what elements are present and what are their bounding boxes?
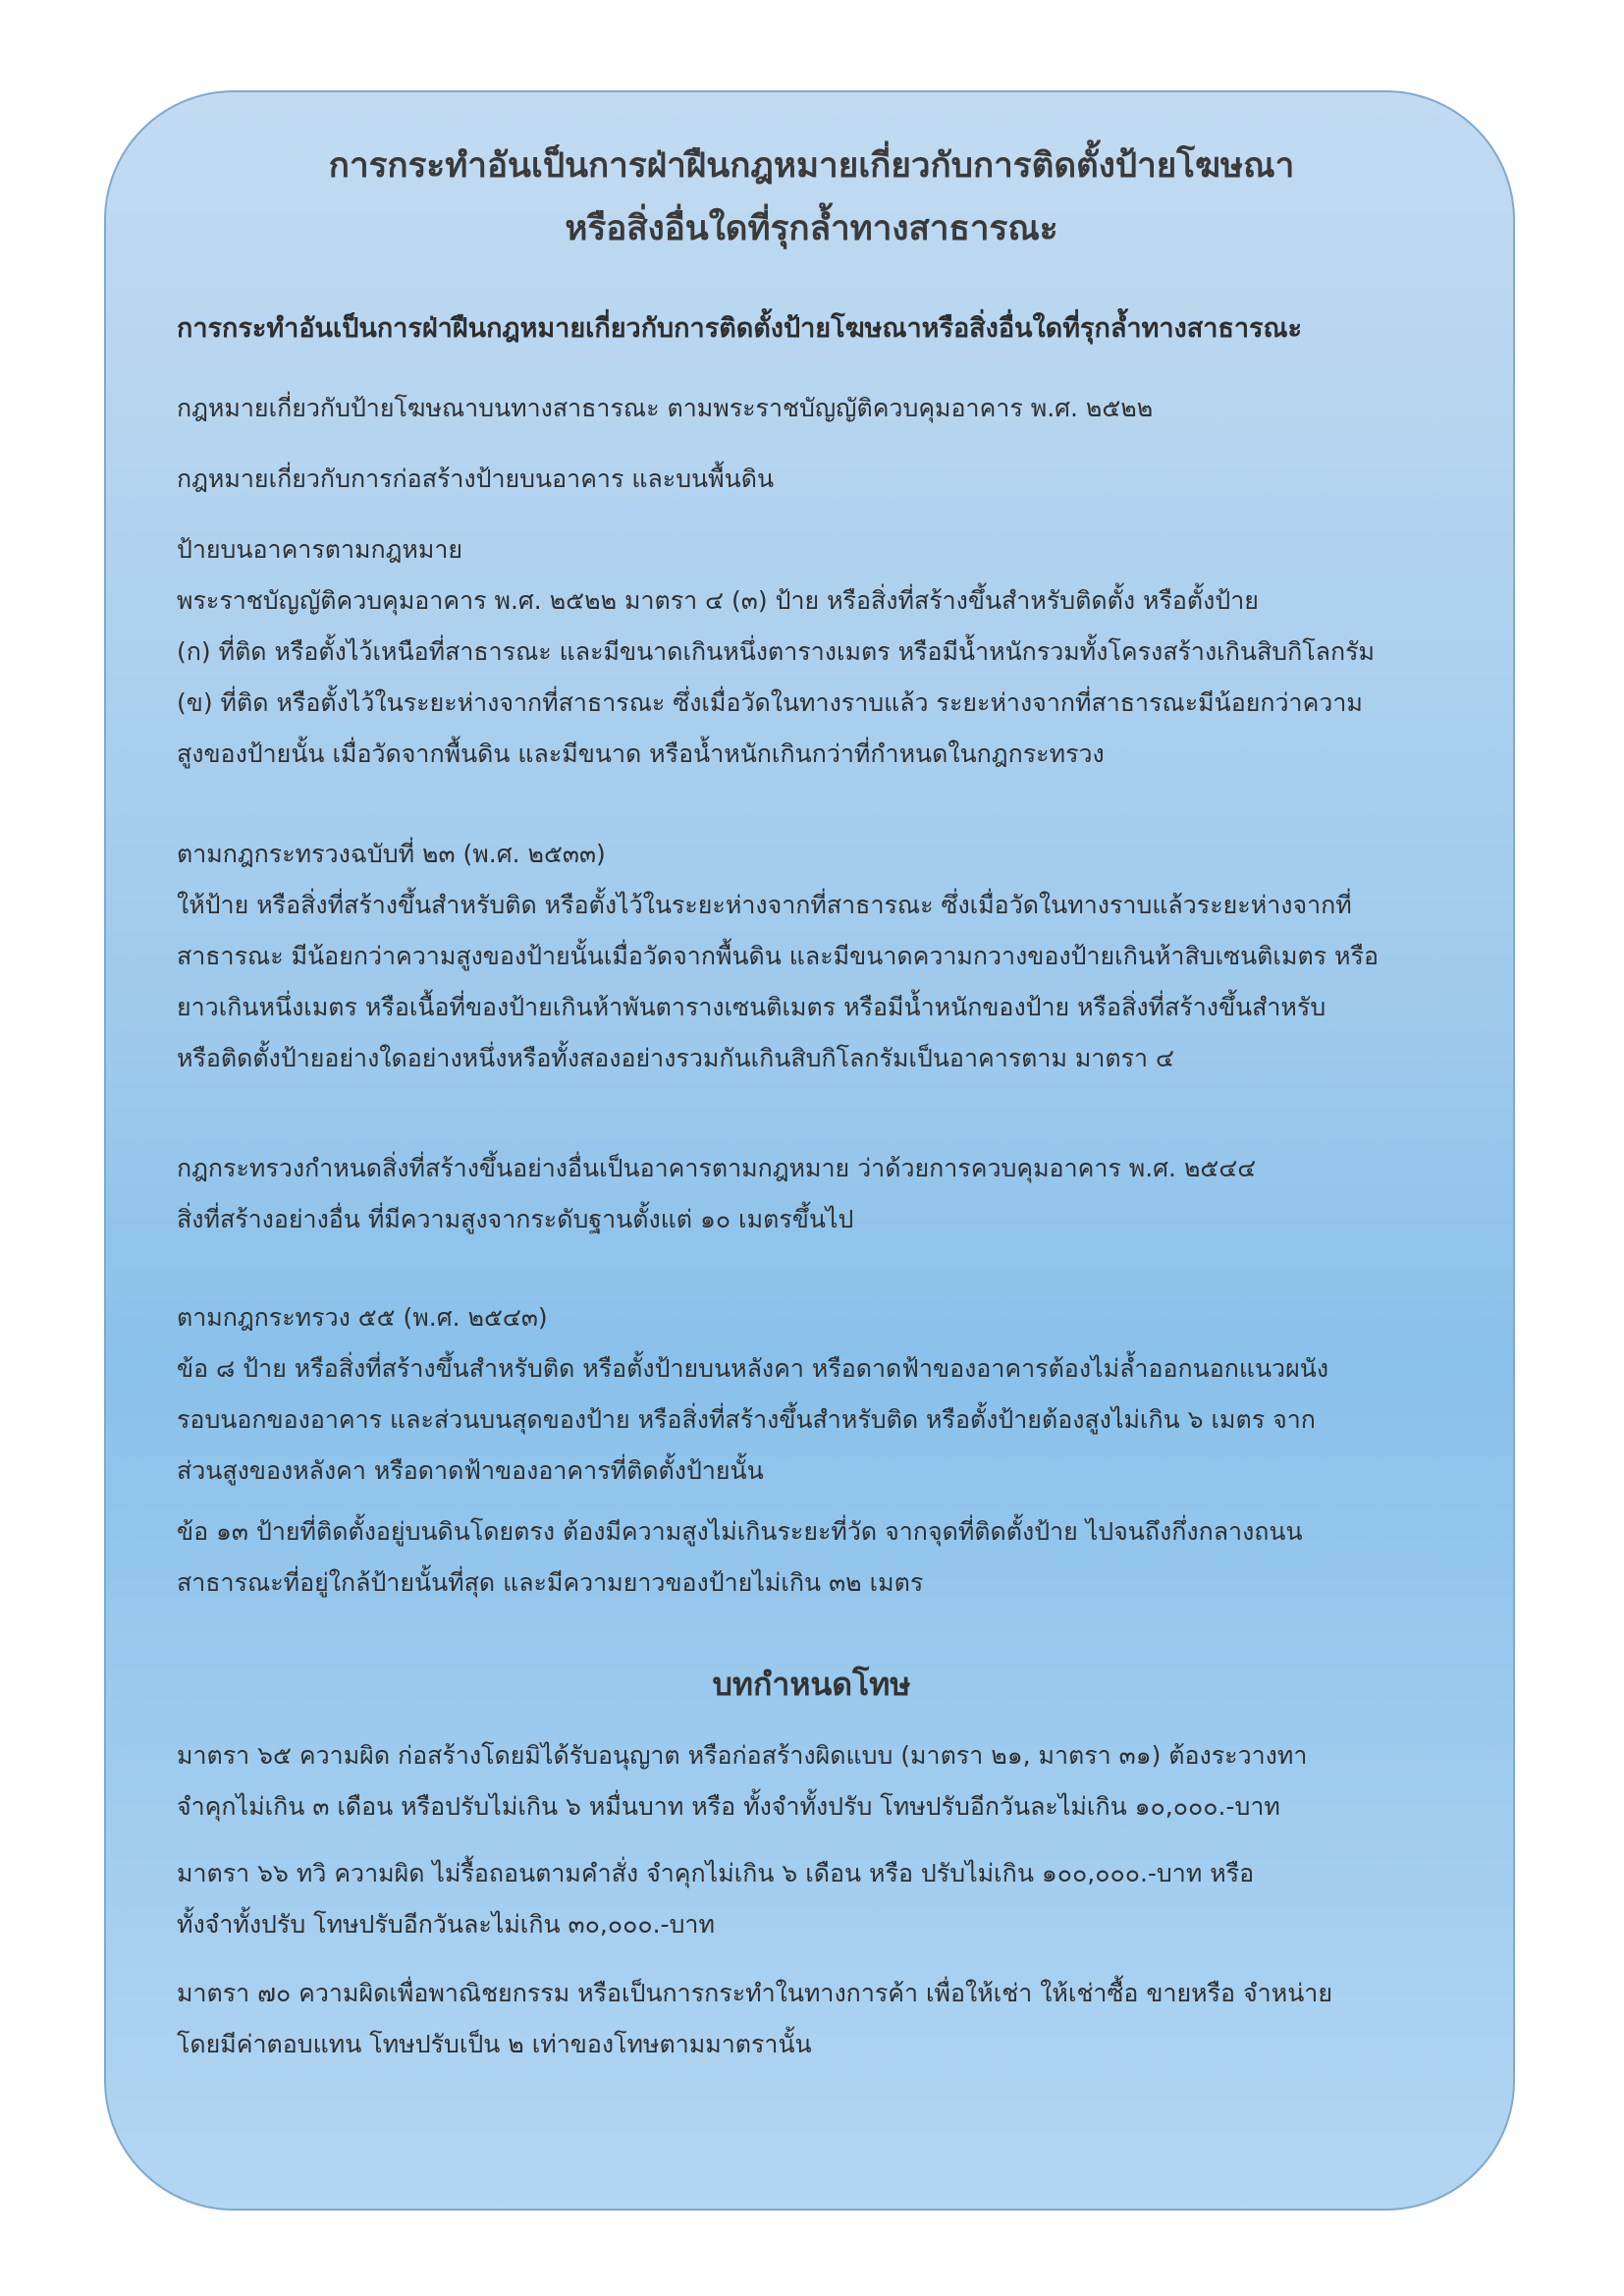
ministerial-23-line: สาธารณะ มีน้อยกว่าความสูงของป้ายนั้นเมื่อวัดจากพื้นดิน และมีขนาดความกวางของป้ายเกินห้าสิบเซนติเมตร หรือ	[177, 942, 1379, 970]
title-line-1: การกระทำอันเป็นการฝ่าฝืนกฎหมายเกี่ยวกับการติดตั้งป้ายโฆษณา	[328, 146, 1295, 186]
penalty-66-section	[177, 1848, 1254, 1950]
penalty-66-line: มาตรา ๖๖ ทวิ ความผิด ไม่รื้อถอนตามคำสั่ง จำคุกไม่เกิน ๖ เดือน หรือ ปรับไม่เกิน ๑๐๐,๐๐๐.-บาท หรือ	[177, 1859, 1255, 1887]
construction-law: กฎหมายเกี่ยวกับการก่อสร้างป้ายบนอาคาร และบนพื้นดิน	[177, 465, 775, 493]
ministerial-23-line: หรือติดตั้งป้ายอย่างใดอย่างหนึ่งหรือทั้งสองอย่างรวมกันเกินสิบกิโลกรัมเป็นอาคารตาม มาตรา ๔	[177, 1044, 1174, 1072]
ministerial-55-label: ตามกฎกระทรวง ๕๕ (พ.ศ. ๒๕๔๓)	[177, 1303, 548, 1332]
penalty-70-line: โดยมีค่าตอบแทน โทษปรับเป็น ๒ เท่าของโทษตามมาตรานั้น	[177, 2030, 812, 2058]
ministerial-55-section	[177, 1292, 1328, 1497]
document-card	[104, 90, 1515, 2211]
building-sign-line: (ก) ที่ติด หรือตั้งไว้เหนือที่สาธารณะ และมีขนาดเกินหนึ่งตารางเมตร หรือมีน้ำหนักรวมทั้งโครงสร้างเกินสิบกิโลกรัม	[177, 637, 1375, 666]
clause-13-line: ข้อ ๑๓ ป้ายที่ติดตั้งอยู่บนดินโดยตรง ต้องมีความสูงไม่เกินระยะที่วัด จากจุดที่ติดตั้งป้าย ไปจนถึงกึ่งกลางถนน	[177, 1517, 1303, 1546]
penalty-65-line: จำคุกไม่เกิน ๓ เดือน หรือปรับไม่เกิน ๖ หมื่นบาท หรือ ทั้งจำทั้งปรับ โทษปรับอีกวันละไม่เกิน ๑๐,๐๐๐.-บาท	[177, 1792, 1280, 1821]
penalty-65-line: มาตรา ๖๕ ความผิด ก่อสร้างโดยมิได้รับอนุญาต หรือก่อสร้างผิดแบบ (มาตรา ๒๑, มาตรา ๓๑) ต้องระวางทา	[177, 1741, 1308, 1770]
building-sign-line: สูงของป้ายนั้น เมื่อวัดจากพื้นดิน และมีขนาด หรือน้ำหนักเกินกว่าที่กำหนดในกฎกระทรวง	[177, 739, 1105, 768]
penalty-66-line: ทั้งจำทั้งปรับ โทษปรับอีกวันละไม่เกิน ๓๐,๐๐๐.-บาท	[177, 1910, 715, 1939]
ministerial-23-line: ยาวเกินหนึ่งเมตร หรือเนื้อที่ของป้ายเกินห้าพันตารางเซนติเมตร หรือมีน้ำหนักของป้าย หรือสิ่งที่สร้างขึ้นสำหรับ	[177, 993, 1326, 1021]
ministerial-23-section	[177, 829, 1379, 1084]
ministerial-2544-line: กฎกระทรวงกำหนดสิ่งที่สร้างขึ้นอย่างอื่นเป็นอาคารตามกฎหมาย ว่าด้วยการควบคุมอาคาร พ.ศ. ๒๕๔๔	[177, 1154, 1257, 1182]
ministerial-23-label: ตามกฎกระทรวงฉบับที่ ๒๓ (พ.ศ. ๒๕๓๓)	[177, 840, 606, 868]
subheading: การกระทำอันเป็นการฝ่าฝืนกฎหมายเกี่ยวกับการติดตั้งป้ายโฆษณาหรือสิ่งอื่นใดที่รุกล้ำทางสาธารณะ	[177, 313, 1303, 344]
clause-13-line: สาธารณะที่อยู่ใกล้ป้ายนั้นที่สุด และมีความยาวของป้ายไม่เกิน ๓๒ เมตร	[177, 1568, 924, 1597]
ministerial-55-line: รอบนอกของอาคาร และส่วนบนสุดของป้าย หรือสิ่งที่สร้างขึ้นสำหรับติด หรือตั้งป้ายต้องสูงไม่เกิน ๖ เมตร จาก	[177, 1405, 1316, 1434]
penalty-heading: บทกำหนดโทษ	[712, 1666, 911, 1703]
building-sign-line: (ข) ที่ติด หรือตั้งไว้ในระยะห่างจากที่สาธารณะ ซึ่งเมื่อวัดในทางราบแล้ว ระยะห่างจากที่สาธารณะมีน้อยกว่าความ	[177, 688, 1363, 717]
ministerial-2544-line: สิ่งที่สร้างอย่างอื่น ที่มีความสูงจากระดับฐานตั้งแต่ ๑๐ เมตรขึ้นไป	[177, 1205, 854, 1233]
ministerial-2544-section	[177, 1143, 1256, 1245]
title-line-2: หรือสิ่งอื่นใดที่รุกล้ำทางสาธารณะ	[565, 209, 1058, 248]
building-sign-section	[177, 524, 1375, 780]
ministerial-23-line: ให้ป้าย หรือสิ่งที่สร้างขึ้นสำหรับติด หรือตั้งไว้ในระยะห่างจากที่สาธารณะ ซึ่งเมื่อวัดในทางราบแล้วระยะห่างจากที่	[177, 891, 1352, 919]
penalty-70-line: มาตรา ๗๐ ความผิดเพื่อพาณิชยกรรม หรือเป็นการกระทำในทางการค้า เพื่อให้เช่า ให้เช่าซื้อ ขายหรือ จำหน่าย	[177, 1979, 1332, 2007]
penalty-70-section	[177, 1968, 1332, 2070]
building-sign-label: ป้ายบนอาคารตามกฎหมาย	[177, 535, 463, 564]
ministerial-55-line: ข้อ ๘ ป้าย หรือสิ่งที่สร้างขึ้นสำหรับติด หรือตั้งป้ายบนหลังคา หรือดาดฟ้าของอาคารต้องไม่ล้ำออกนอกแนวผนัง	[177, 1354, 1329, 1383]
ministerial-55-line: ส่วนสูงของหลังคา หรือดาดฟ้าของอาคารที่ติดตั้งป้ายนั้น	[177, 1456, 764, 1485]
law-intro: กฎหมายเกี่ยวกับป้ายโฆษณาบนทางสาธารณะ ตามพระราชบัญญัติควบคุมอาคาร พ.ศ. ๒๕๒๒	[177, 394, 1154, 422]
clause-13-section	[177, 1506, 1303, 1609]
building-sign-line: พระราชบัญญัติควบคุมอาคาร พ.ศ. ๒๕๒๒ มาตรา ๔ (๓) ป้าย หรือสิ่งที่สร้างขึ้นสำหรับติดตั้ง หรือตั้งป้าย	[177, 586, 1259, 615]
penalty-65-section	[177, 1730, 1307, 1832]
